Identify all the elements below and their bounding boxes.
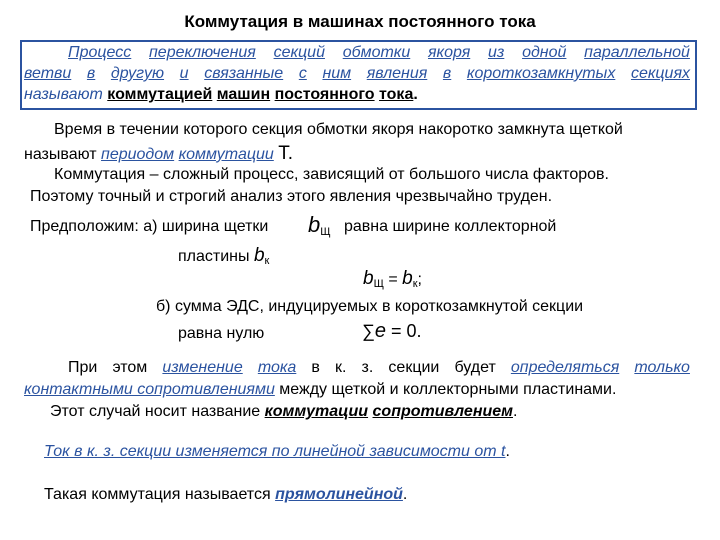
definition-word[interactable]: одной <box>522 44 567 61</box>
resistance-line-3-text: Этот случай носит название <box>50 403 265 420</box>
definition-word[interactable]: ним <box>322 65 352 82</box>
linear-commutation-period: . <box>402 486 408 503</box>
symbol-b-subscript: Щ <box>320 226 331 238</box>
paragraph-complexity-line-2: Поэтому точный и строгий анализ этого явления чрезвычайно труден. <box>30 188 553 205</box>
definition-lead: называют <box>24 86 108 103</box>
resistance-word: При <box>68 359 98 376</box>
paragraph-resistance-line-2 <box>24 381 616 399</box>
paragraph-resistance-line-3 <box>50 403 517 421</box>
link-commutation[interactable]: коммутации <box>178 146 274 163</box>
formula-b2: b <box>402 268 413 289</box>
paragraph-linear-current <box>44 443 510 461</box>
formula-equals: = <box>383 271 403 288</box>
paragraph-linear-commutation <box>44 486 407 504</box>
definition-word[interactable]: секциях <box>630 65 690 82</box>
assumption-a-prefix: Предположим: а) ширина щетки <box>30 218 269 235</box>
term-resistance: сопротивлением <box>372 403 513 420</box>
paragraph-resistance-line-1 <box>68 359 690 377</box>
formula-equal-widths <box>363 268 422 290</box>
resistance-period: . <box>512 403 518 420</box>
formula-emf-sum <box>362 320 422 343</box>
formula-sub2: к <box>412 278 418 290</box>
paragraph-complexity-line-1: Коммутация – сложный процесс, зависящий от большого числа факторов. <box>54 166 609 183</box>
definition-word[interactable]: в <box>86 65 96 82</box>
definition-word[interactable]: обмотки <box>342 44 411 61</box>
definition-term-word: постоянного <box>274 86 375 103</box>
definition-word[interactable]: с <box>298 65 307 82</box>
symbol-bk: b <box>253 245 265 266</box>
definition-word[interactable]: связанные <box>204 65 284 82</box>
definition-word[interactable]: якоря <box>427 44 471 61</box>
resistance-link-word[interactable]: определяться <box>510 359 620 376</box>
definition-word[interactable]: короткозамкнутых <box>466 65 616 82</box>
resistance-link-word[interactable]: только <box>634 359 690 376</box>
formula-b1: b <box>363 268 374 289</box>
page-title: Коммутация в машинах постоянного тока <box>184 12 536 31</box>
assumption-a-suffix: равна ширине коллекторной <box>344 218 557 235</box>
resistance-line-2-text: между щеткой и коллекторными пластинами. <box>274 381 617 398</box>
symbol-b: b <box>308 212 321 237</box>
resistance-link-word[interactable]: тока <box>257 359 297 376</box>
definition-word[interactable]: и <box>179 65 189 82</box>
definition-word[interactable]: параллельной <box>584 44 690 61</box>
paragraph-period-line-2 <box>24 143 293 165</box>
link-period[interactable]: периодом <box>101 146 175 163</box>
resistance-word: з. <box>361 359 374 376</box>
definition-period: . <box>413 86 418 103</box>
definition-word[interactable]: из <box>487 44 505 61</box>
definition-word[interactable]: явления <box>366 65 428 82</box>
term-commutation: коммутации <box>264 403 369 420</box>
definition-word[interactable]: другую <box>110 65 165 82</box>
link-contact-resistances[interactable]: контактными сопротивлениями <box>24 381 275 398</box>
definition-term-word: тока <box>379 86 414 103</box>
definition-term <box>107 86 413 103</box>
paragraph-period-line-1: Время в течении которого секция обмотки якоря накоротко замкнута щеткой <box>54 121 623 138</box>
label-text: называют <box>24 146 102 163</box>
link-linear-current[interactable] <box>44 443 505 460</box>
formula-sub1: Щ <box>373 278 384 290</box>
definition-word[interactable]: переключения <box>149 44 256 61</box>
symbol-t: Т. <box>278 143 294 164</box>
symbol-bk-subscript: к <box>264 255 270 267</box>
linear-commutation-text: Такая коммутация называется <box>44 486 276 503</box>
resistance-word: в <box>311 359 320 376</box>
resistance-link-word[interactable]: изменение <box>162 359 243 376</box>
plate-label: пластины <box>178 248 250 265</box>
sum-symbol: ∑ <box>362 321 375 341</box>
resistance-word: будет <box>454 359 496 376</box>
brush-width-symbol <box>308 212 331 238</box>
definition-word[interactable]: секций <box>273 44 325 61</box>
linear-current-period: . <box>505 443 510 460</box>
definition-line-2 <box>24 65 690 83</box>
assumption-b-line-1: б) сумма ЭДС, индуцируемых в короткозамкнутой секции <box>156 298 584 315</box>
resistance-word: секции <box>388 359 440 376</box>
definition-line-3 <box>24 86 418 104</box>
definition-term-word: машин <box>216 86 271 103</box>
formula-semicolon: ; <box>417 271 422 288</box>
definition-word[interactable]: Процесс <box>68 44 132 61</box>
resistance-word: к. <box>335 359 347 376</box>
link-linear-commutation[interactable]: прямолинейной <box>275 486 403 503</box>
symbol-e: е <box>374 320 386 342</box>
definition-word[interactable]: ветви <box>24 65 72 82</box>
assumption-b-line-2: равна нулю <box>178 325 265 342</box>
sum-equals-zero: = 0. <box>385 321 422 341</box>
linear-current-text: Ток в к. з. секции изменяется по линейной зависимости от <box>44 443 502 460</box>
paragraph-period <box>54 121 623 139</box>
definition-term-word: коммутацией <box>107 86 213 103</box>
definition-line-1 <box>68 44 690 62</box>
resistance-word: этом <box>112 359 148 376</box>
symbol-time: t <box>501 443 506 460</box>
definition-word[interactable]: в <box>442 65 452 82</box>
assumption-a-line-2 <box>178 245 269 267</box>
